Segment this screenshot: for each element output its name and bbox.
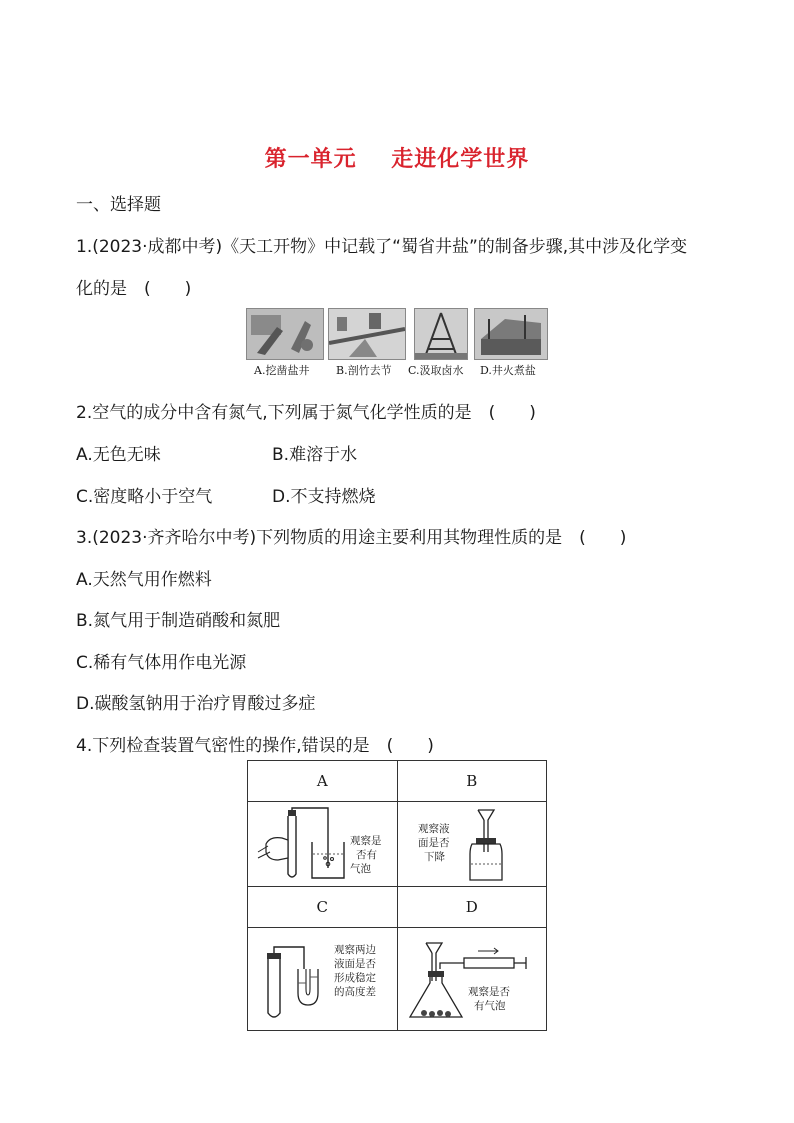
q1-image-d bbox=[474, 308, 548, 360]
q2-option-d: D.不支持燃烧 bbox=[272, 487, 376, 507]
q4-a-note-2: 否有 bbox=[356, 849, 377, 861]
q4-figure-d bbox=[398, 929, 538, 1029]
q1-image-c bbox=[414, 308, 468, 360]
q1-image-a bbox=[246, 308, 324, 360]
q4-d-note-2: 有气泡 bbox=[473, 1000, 505, 1012]
q4-c-note-3: 形成稳定 bbox=[334, 972, 376, 984]
q4-figure-c-cell bbox=[248, 928, 398, 1031]
q1-caption-c: C.汲取卤水 bbox=[408, 364, 464, 377]
q1-stem-line2: 化的是 ( ) bbox=[76, 279, 192, 299]
q4-figure-a-cell bbox=[248, 802, 398, 887]
q4-a-note-1: 观察是 bbox=[350, 835, 382, 847]
q3-stem: 3.(2023·齐齐哈尔中考)下列物质的用途主要利用其物理性质的是 ( ) bbox=[76, 528, 627, 548]
q4-figure-b bbox=[398, 802, 538, 886]
q3-option-c: C.稀有气体用作电光源 bbox=[76, 653, 247, 673]
q4-figure-b-cell bbox=[397, 802, 547, 887]
q4-figure-c bbox=[248, 929, 404, 1029]
q4-c-note-2: 液面是否 bbox=[334, 958, 376, 970]
q4-stem: 4.下列检查装置气密性的操作,错误的是 ( ) bbox=[76, 736, 434, 756]
q4-a-note-3: 气泡 bbox=[350, 863, 371, 875]
q4-c-note-4: 的高度差 bbox=[334, 986, 376, 998]
q1-caption-a: A.挖凿盐井 bbox=[254, 364, 310, 377]
q1-image-strip bbox=[246, 308, 548, 380]
q3-option-b: B.氮气用于制造硝酸和氮肥 bbox=[76, 611, 281, 631]
q2-option-b: B.难溶于水 bbox=[272, 445, 358, 465]
q4-d-note-1: 观察是否 bbox=[467, 986, 510, 998]
q4-figure-d-cell bbox=[397, 928, 547, 1031]
q4-b-note-1: 观察液 bbox=[417, 823, 449, 835]
q3-option-d: D.碳酸氢钠用于治疗胃酸过多症 bbox=[76, 694, 316, 714]
q1-stem-line1: 1.(2023·成都中考)《天工开物》中记载了“蜀省井盐”的制备步骤,其中涉及化学变 bbox=[76, 237, 688, 257]
q4-header-c: C bbox=[248, 887, 398, 928]
q1-caption-b: B.剖竹去节 bbox=[336, 364, 392, 377]
q4-header-b: B bbox=[397, 761, 547, 802]
section-heading: 一、选择题 bbox=[76, 195, 161, 215]
q4-c-note-1: 观察两边 bbox=[334, 944, 376, 956]
q2-option-c: C.密度略小于空气 bbox=[76, 487, 213, 507]
q2-stem: 2.空气的成分中含有氮气,下列属于氮气化学性质的是 ( ) bbox=[76, 403, 536, 423]
q4-figure-a bbox=[248, 802, 404, 886]
page-title: 第一单元 走进化学世界 bbox=[264, 147, 530, 172]
q4-apparatus-table bbox=[247, 760, 547, 1031]
q3-option-a: A.天然气用作燃料 bbox=[76, 570, 212, 590]
q1-image-b bbox=[328, 308, 406, 360]
q4-b-note-3: 下降 bbox=[423, 851, 445, 863]
q4-b-note-2: 面是否 bbox=[417, 837, 449, 849]
q2-option-a: A.无色无味 bbox=[76, 445, 161, 465]
q4-header-d: D bbox=[397, 887, 547, 928]
q4-header-a: A bbox=[248, 761, 398, 802]
q1-caption-d: D.井火煮盐 bbox=[480, 364, 536, 377]
